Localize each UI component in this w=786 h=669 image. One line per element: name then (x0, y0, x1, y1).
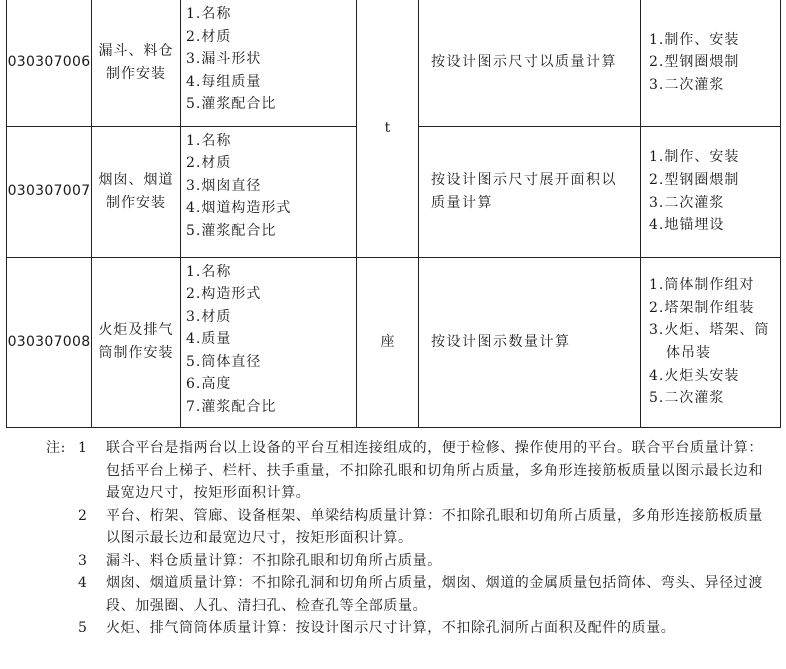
unit-cell: t (357, 0, 419, 257)
feature-item: 1.名称 (186, 6, 232, 22)
project-name: 漏斗、料仓制作安装 (92, 0, 181, 126)
feature-item: 1.名称 (186, 132, 232, 149)
note-text: 火炬、排气筒筒体质量计算：按设计图示尺寸计算，不扣除孔洞所占面积及配件的质量。 (106, 620, 676, 636)
work-item: 5.二次灌浆 (649, 390, 725, 407)
unit-cell: 座 (357, 257, 419, 427)
note-number: 4 (78, 575, 88, 591)
note-text: 平台、桁架、管廊、设备框架、单梁结构质量计算：不扣除孔眼和切角所占质量，多角形连接筋板质量以图示最长边和最宽边尺寸，按矩形面积计算。 (106, 507, 763, 546)
feature-item: 2.材质 (186, 28, 232, 45)
calc-rule: 按设计图示尺寸以质量计算 (419, 0, 641, 126)
note-text: 联合平台是指两台以上设备的平台互相连接组成的，便于检修、操作使用的平台。联合平台质量计算：包括平台上梯子、栏杆、扶手重量，不扣除孔眼和切角所占质量，多角形连接筋板质量以图示最长边和最宽边尺寸，按矩形面积计算。 (106, 440, 763, 501)
project-features (181, 0, 357, 126)
project-name: 烟囱、烟道制作安装 (92, 126, 181, 257)
table-row (7, 257, 781, 427)
work-item: 1.制作、安装 (649, 31, 740, 48)
feature-item: 2.构造形式 (186, 286, 262, 303)
note-number: 5 (78, 620, 88, 636)
project-code: 030307006 (7, 0, 92, 126)
note-number: 1 (78, 440, 88, 456)
note-text: 漏斗、料仓质量计算：不扣除孔眼和切角所占质量。 (106, 552, 442, 569)
note-item (6, 505, 780, 550)
note-item (6, 572, 780, 617)
note-item (6, 437, 780, 505)
work-item: 2.型钢圈煨制 (649, 171, 740, 188)
work-item: 4.火炬头安装 (649, 367, 740, 384)
work-item: 1.筒体制作组对 (649, 277, 755, 294)
feature-item: 4.每组质量 (186, 73, 262, 90)
work-item: 4.地锚埋设 (649, 217, 725, 234)
work-item: 3.火炬、塔架、筒体吊装 (649, 322, 770, 361)
feature-item: 7.灌浆配合比 (186, 399, 277, 416)
feature-item: 5.灌浆配合比 (186, 222, 277, 239)
feature-item: 5.筒体直径 (186, 353, 262, 370)
feature-item: 3.漏斗形状 (186, 51, 262, 68)
quantity-table (6, 0, 781, 428)
feature-item: 3.烟囱直径 (186, 177, 262, 194)
work-item: 3.二次灌浆 (649, 77, 725, 94)
work-item: 3.二次灌浆 (649, 194, 725, 211)
work-item: 2.型钢圈煨制 (649, 54, 740, 71)
work-content (641, 257, 781, 427)
note-item (6, 617, 780, 640)
note-number: 2 (78, 507, 88, 524)
work-content (641, 126, 781, 257)
work-item: 2.塔架制作组装 (649, 299, 755, 316)
feature-item: 2.材质 (186, 155, 232, 172)
project-code: 030307008 (7, 257, 92, 427)
feature-item: 6.高度 (186, 376, 232, 393)
project-code: 030307007 (7, 126, 92, 257)
note-text: 烟囱、烟道质量计算：不扣除孔洞和切角所占质量，烟囱、烟道的金属质量包括筒体、弯头、异径过渡段、加强圈、人孔、清扫孔、检查孔等全部质量。 (106, 575, 763, 614)
calc-rule: 按设计图示尺寸展开面积以质量计算 (419, 126, 641, 257)
notes-lead: 注: (46, 440, 66, 456)
feature-item: 4.烟道构造形式 (186, 200, 292, 217)
feature-item: 3.材质 (186, 308, 232, 325)
feature-item: 1.名称 (186, 263, 232, 280)
note-number: 3 (78, 552, 88, 569)
calc-rule: 按设计图示数量计算 (419, 257, 641, 427)
notes-section (6, 427, 780, 660)
work-content (641, 0, 781, 126)
feature-item: 5.灌浆配合比 (186, 96, 277, 113)
note-item (6, 550, 780, 573)
project-features (181, 126, 357, 257)
table-row (7, 0, 781, 126)
project-name: 火炬及排气筒制作安装 (92, 257, 181, 427)
work-item: 1.制作、安装 (649, 149, 740, 166)
project-features (181, 257, 357, 427)
feature-item: 4.质量 (186, 331, 232, 348)
